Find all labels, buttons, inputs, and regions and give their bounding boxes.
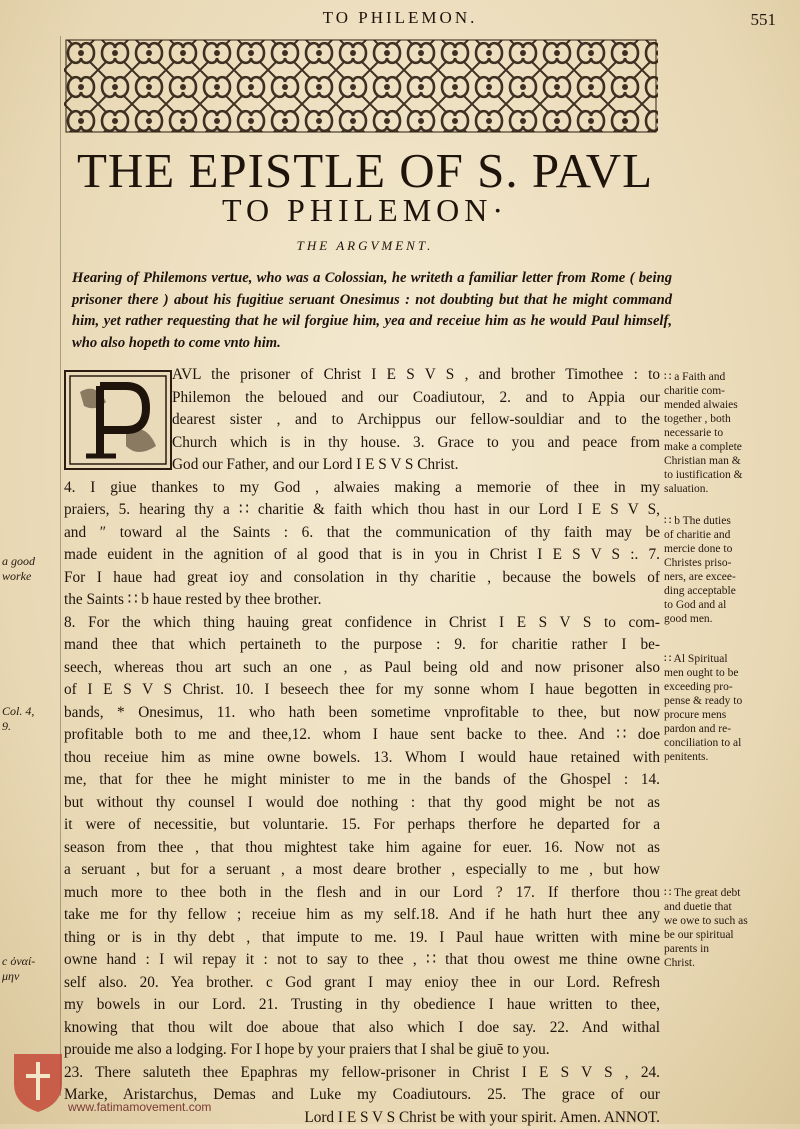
margin-note-line: mended alwaies [664, 398, 794, 412]
margin-note-line: penitents. [664, 750, 794, 764]
text-line: thing or is in thy debt , that impute to me. 19. I Paul haue written with mine [64, 927, 660, 950]
epistle-title: THE EPISTLE OF S. PAVL [60, 142, 670, 199]
margin-note-line: pense & ready to [664, 694, 794, 708]
margin-note-line: procure mens [664, 708, 794, 722]
margin-note-line: charitie com- [664, 384, 794, 398]
margin-note-line: men ought to be [664, 666, 794, 680]
text-line: but without thy counsel I would doe nothing : that thy good might be not as [64, 792, 660, 815]
text-line: made euident in the agnition of al good that is in you in Christ I E S V S :. 7. [64, 544, 660, 567]
text-line: much more to thee both in the flesh and in our Lord ? 17. If therfore thou [64, 882, 660, 905]
text-line: For I haue had great ioy and consolation in thy charitie , because the bowels of [64, 567, 660, 590]
margin-note-line: be our spiritual [664, 928, 794, 942]
margin-note-line: we owe to such as [664, 914, 794, 928]
ornament-svg [64, 36, 658, 136]
text-line: 4. I giue thankes to my God , alwaies making a memorie of thee in my [64, 477, 660, 500]
margin-note-line: ∷ The great debt [664, 886, 794, 900]
margin-note-line: Christes priso- [664, 556, 794, 570]
margin-reference-line: μην [2, 969, 35, 984]
margin-note [664, 652, 794, 764]
margin-note-line: Christ. [664, 956, 794, 970]
margin-note-line: together , both [664, 412, 794, 426]
text-line: Lord I E S V S Christ be with your spirit. Amen. ANNOT. [64, 1107, 660, 1129]
margin-reference [2, 704, 34, 734]
margin-note-line: saluation. [664, 482, 794, 496]
margin-note-line: ∷ b The duties [664, 514, 794, 528]
text-line: seech, whereas thou art such an one , as Paul being old and now prisoner also [64, 657, 660, 680]
text-line: praiers, 5. hearing thy a ∷ charitie & faith which thou hast in our Lord I E S V S, [64, 499, 660, 522]
margin-note [664, 514, 794, 626]
text-line: thou receiue him as mine owne bowels. 13. Whom I would haue retained with [64, 747, 660, 770]
margin-note-line: pardon and re- [664, 722, 794, 736]
text-line: take me for thy fellow ; receiue him as my self.18. And if he hath hurt thee any [64, 904, 660, 927]
margin-reference [2, 954, 35, 984]
margin-note-line: conciliation to al [664, 736, 794, 750]
margin-note-line: ∷ Al Spiritual [664, 652, 794, 666]
text-line: Philemon the beloued and our Coadiutour, 2. and to Appia our [172, 387, 660, 410]
margin-reference-line: 9. [2, 719, 34, 734]
margin-note-line: to God and al [664, 598, 794, 612]
margin-note-line: to iustification & [664, 468, 794, 482]
text-line: season from thee , that thou mightest take him againe for euer. 16. Now not as [64, 837, 660, 860]
text-line: it were of necessitie, but voluntarie. 15. For perhaps therfore he departed for a [64, 814, 660, 837]
text-line: profitable both to me and thee,12. whom I haue sent backe to thee. And ∷ doe [64, 724, 660, 747]
text-line: me, that for thee he might minister to me in the bands of the Ghospel : 14. [64, 769, 660, 792]
margin-note-line: ners, are excee- [664, 570, 794, 584]
text-line: a seruant , but for a seruant , a most deare brother , especially to me , but how [64, 859, 660, 882]
margin-reference-line: c ὀναί- [2, 954, 35, 969]
text-line: Church which is in thy house. 3. Grace to you and peace from [172, 432, 660, 455]
margin-note-line: parents in [664, 942, 794, 956]
running-head: TO PHILEMON. [0, 8, 800, 28]
text-line: and ″ toward al the Saints : 6. that the communication of thy faith may be [64, 522, 660, 545]
text-line: of I E S V S Christ. 10. I beseech thee for my sonne whom I haue begotten in [64, 679, 660, 702]
shield-logo-icon [10, 1050, 66, 1114]
margin-note-line: Christian man & [664, 454, 794, 468]
margin-note-line: ∷ a Faith and [664, 370, 794, 384]
text-line: self also. 20. Yea brother. c God grant I may enioy thee in our Lord. Refresh [64, 972, 660, 995]
margin-reference [2, 554, 35, 584]
page-number: 551 [751, 10, 777, 30]
text-line: AVL the prisoner of Christ I E S V S , and brother Timothee : to [172, 364, 660, 387]
argument-text: Hearing of Philemons vertue, who was a Colossian, he writeth a familiar letter from Rome ( being prisoner there ) about his fugitiue seruant Onesimus : not doubting but that he might command him, yet rather requesting that he wil forgiue him, yea and receiue him as he would Paul himself, who also hopeth to come vnto him. [72, 268, 672, 354]
margin-reference-line: Col. 4, [2, 704, 34, 719]
text-line: the Saints ∷ b haue rested by thee brother. [64, 589, 660, 612]
margin-reference-line: worke [2, 569, 35, 584]
epistle-subtitle: TO PHILEMON· [60, 192, 670, 229]
margin-note-line: exceeding pro- [664, 680, 794, 694]
text-line: 23. There saluteth thee Epaphras my fellow-prisoner in Christ I E S V S , 24. [64, 1062, 660, 1085]
footer-url: www.fatimamovement.com [68, 1100, 211, 1114]
margin-note-line: necessarie to [664, 426, 794, 440]
margin-note [664, 370, 794, 496]
margin-note [664, 886, 794, 970]
margin-note-line: good men. [664, 612, 794, 626]
text-line: 8. For the which thing hauing great confidence in Christ I E S V S to com- [64, 612, 660, 635]
text-line: mand thee that which pertaineth to the purpose : 9. for charitie rather I be- [64, 634, 660, 657]
argument-heading: THE ARGVMENT. [60, 238, 670, 254]
text-line: prouide me also a lodging. For I hope by your praiers that I shal be giuē to you. [64, 1039, 660, 1062]
text-line: my bowels in our Lord. 21. Trusting in thy obedience I haue written to thee, [64, 994, 660, 1017]
margin-note-line: make a complete [664, 440, 794, 454]
text-line: Marke, Aristarchus, Demas and Luke my Coadiutours. 25. The grace of our [64, 1084, 660, 1107]
text-line: bands, * Onesimus, 11. who hath been sometime vnprofitable to thee, but now [64, 702, 660, 725]
margin-note-line: mercie done to [664, 542, 794, 556]
text-line: owne hand : I wil repay it : not to say to thee , ∷ that thou owest me thine owne [64, 949, 660, 972]
margin-note-line: of charitie and [664, 528, 794, 542]
margin-note-line: and duetie that [664, 900, 794, 914]
headpiece-ornament [64, 36, 658, 136]
text-line: dearest sister , and to Archippus our fellow-souldiar and to the [172, 409, 660, 432]
text-line: God our Father, and our Lord I E S V S Christ. [172, 454, 660, 477]
text-line: knowing that thou wilt doe aboue that also which I doe say. 22. And withal [64, 1017, 660, 1040]
margin-note-line: ding acceptable [664, 584, 794, 598]
scripture-body [64, 364, 660, 1129]
margin-reference-line: a good [2, 554, 35, 569]
